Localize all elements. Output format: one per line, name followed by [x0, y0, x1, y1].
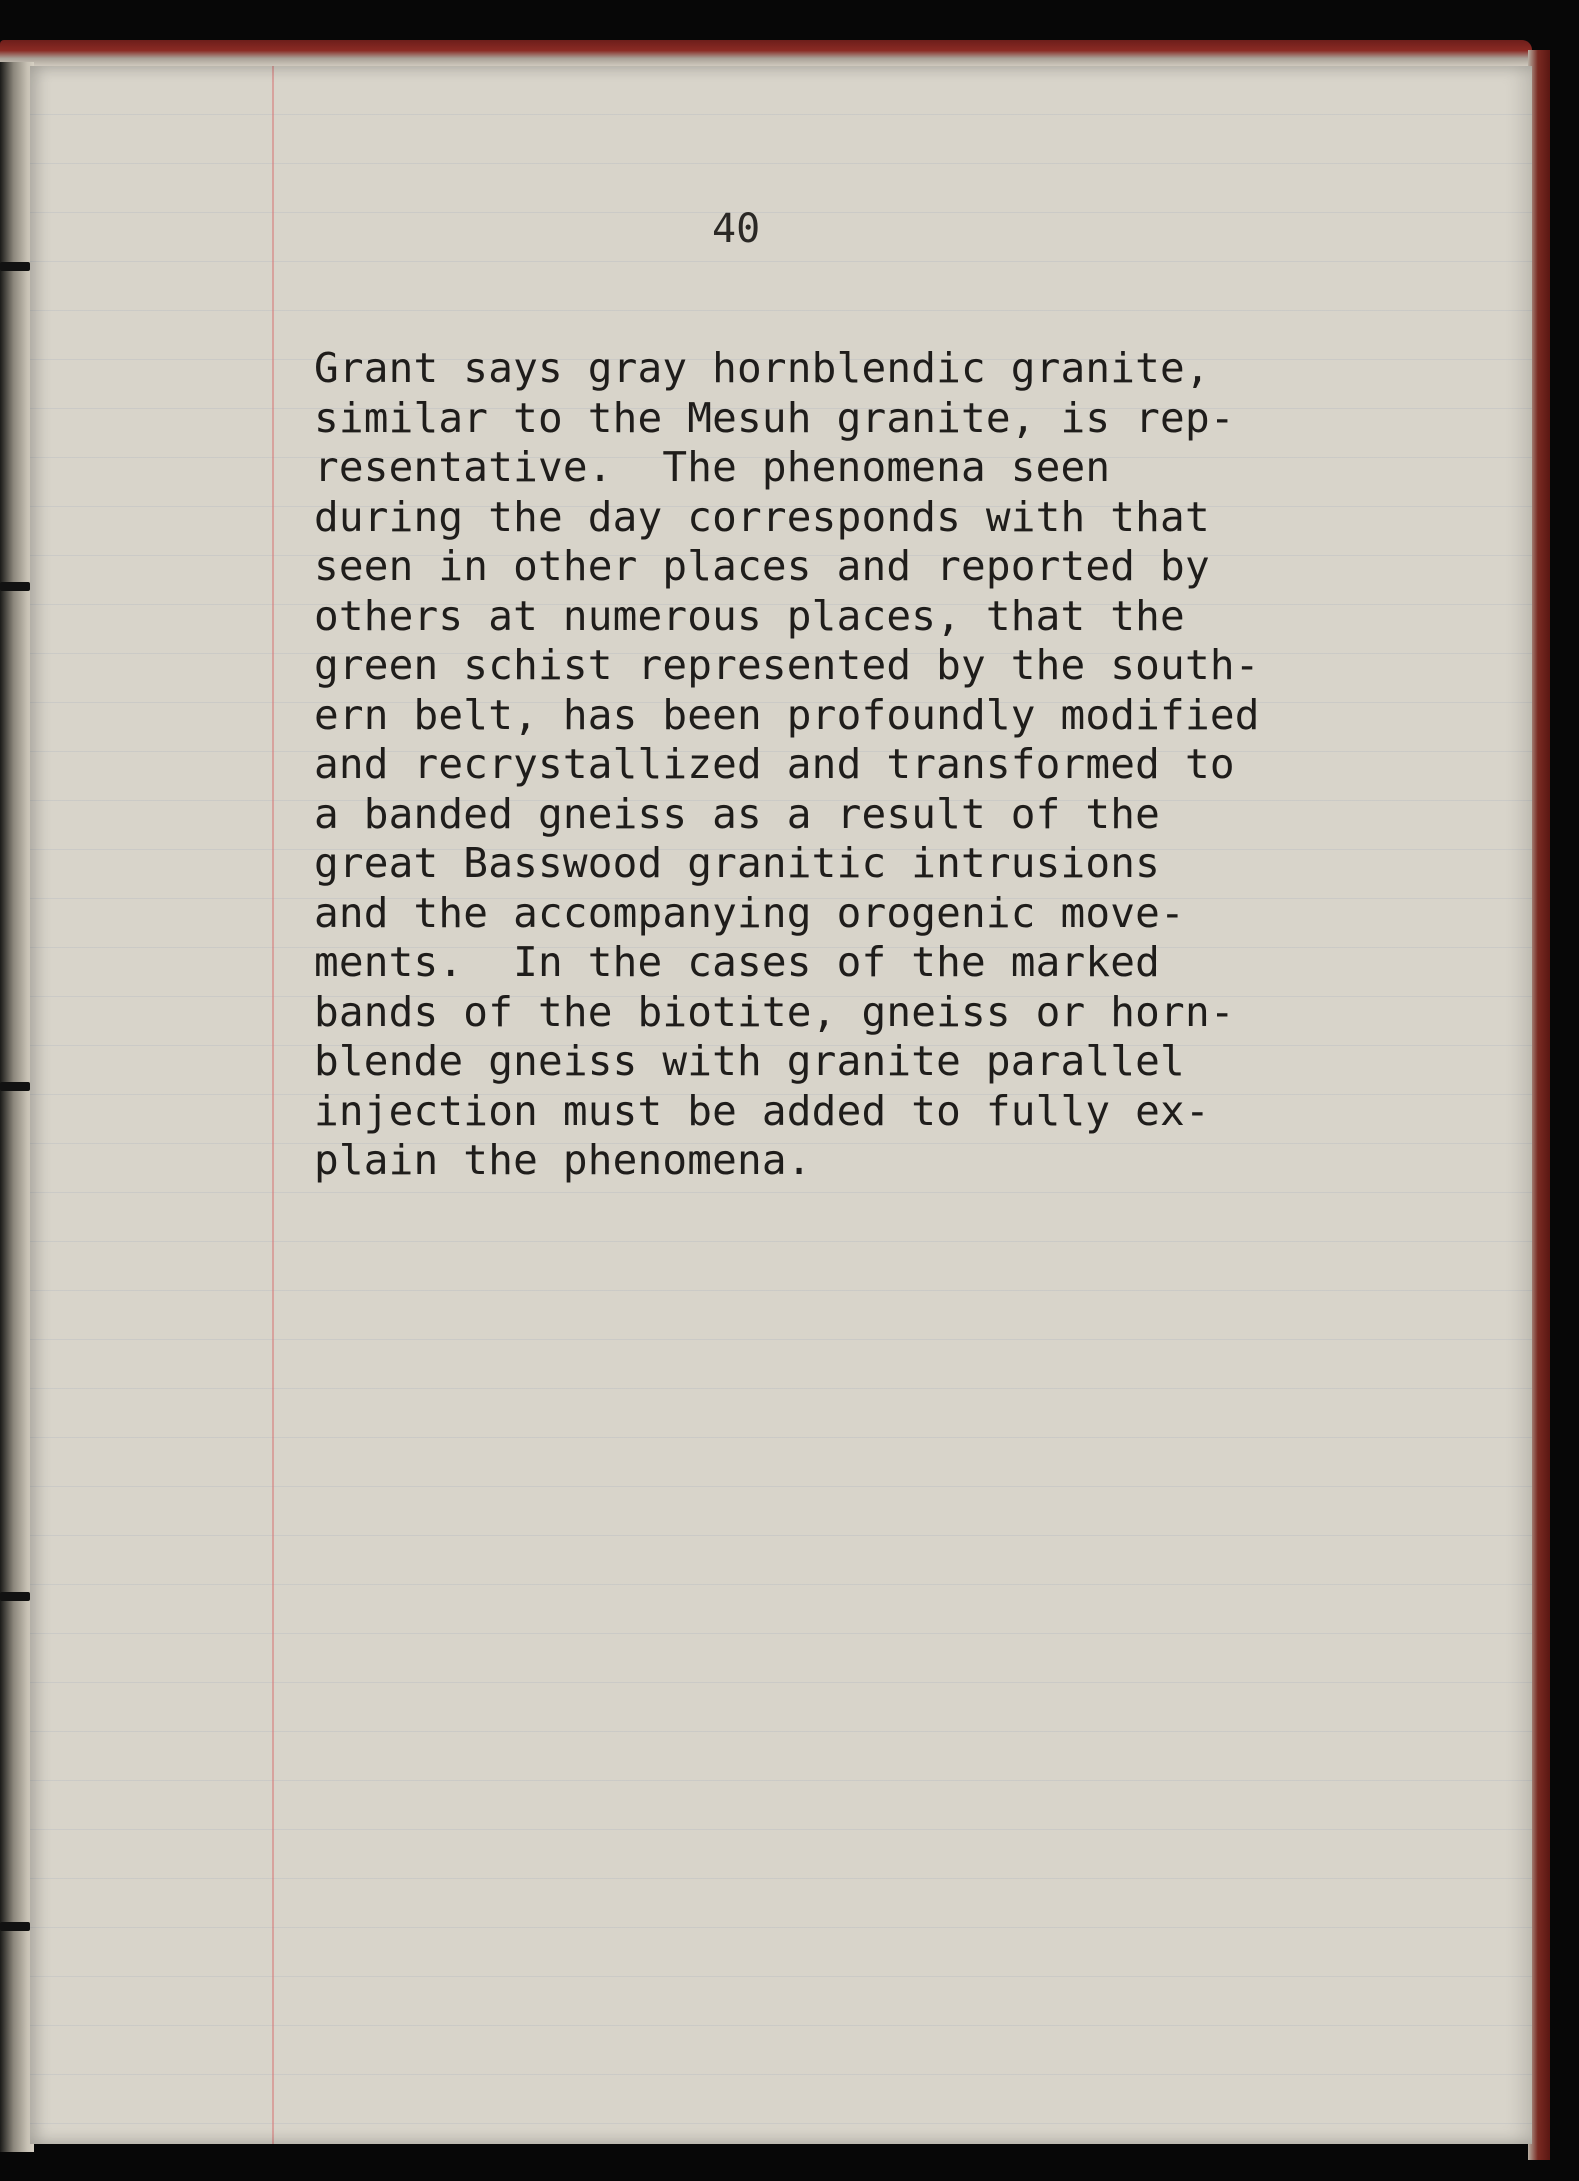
- text-line: seen in other places and reported by: [314, 542, 1210, 590]
- text-line: great Basswood granitic intrusions: [314, 839, 1161, 887]
- text-line: resentative. The phenomena seen: [314, 443, 1111, 491]
- text-line: blende gneiss with granite parallel: [314, 1037, 1185, 1085]
- text-line: during the day corresponds with that: [314, 492, 1210, 541]
- binder-ring: [0, 1082, 30, 1091]
- text-line: plain the phenomena.: [314, 1136, 812, 1184]
- typed-paragraph: [314, 344, 1524, 1186]
- text-line: others at numerous places, that the: [314, 591, 1185, 640]
- binder-ring: [0, 1592, 30, 1601]
- text-line: ments. In the cases of the marked: [314, 938, 1161, 986]
- text-line: and recrystallized and transformed to: [314, 740, 1235, 788]
- text-line: green schist represented by the south-: [314, 641, 1260, 689]
- notebook-cover-top-edge: [0, 40, 1532, 66]
- page-number: 40: [712, 206, 761, 252]
- binder-ring: [0, 582, 30, 591]
- text-line: and the accompanying orogenic move-: [314, 888, 1185, 937]
- binder-strip: [0, 62, 34, 2152]
- notebook-page: [30, 66, 1532, 2144]
- text-line: bands of the biotite, gneiss or horn-: [314, 987, 1235, 1036]
- text-line: injection must be added to fully ex-: [314, 1086, 1210, 1135]
- binder-ring: [0, 1922, 30, 1931]
- text-line: a banded gneiss as a result of the: [314, 789, 1161, 838]
- text-line: Grant says gray hornblendic granite,: [314, 344, 1210, 392]
- binder-ring: [0, 262, 30, 271]
- text-line: ern belt, has been profoundly modified: [314, 690, 1260, 739]
- text-line: similar to the Mesuh granite, is rep-: [314, 393, 1235, 442]
